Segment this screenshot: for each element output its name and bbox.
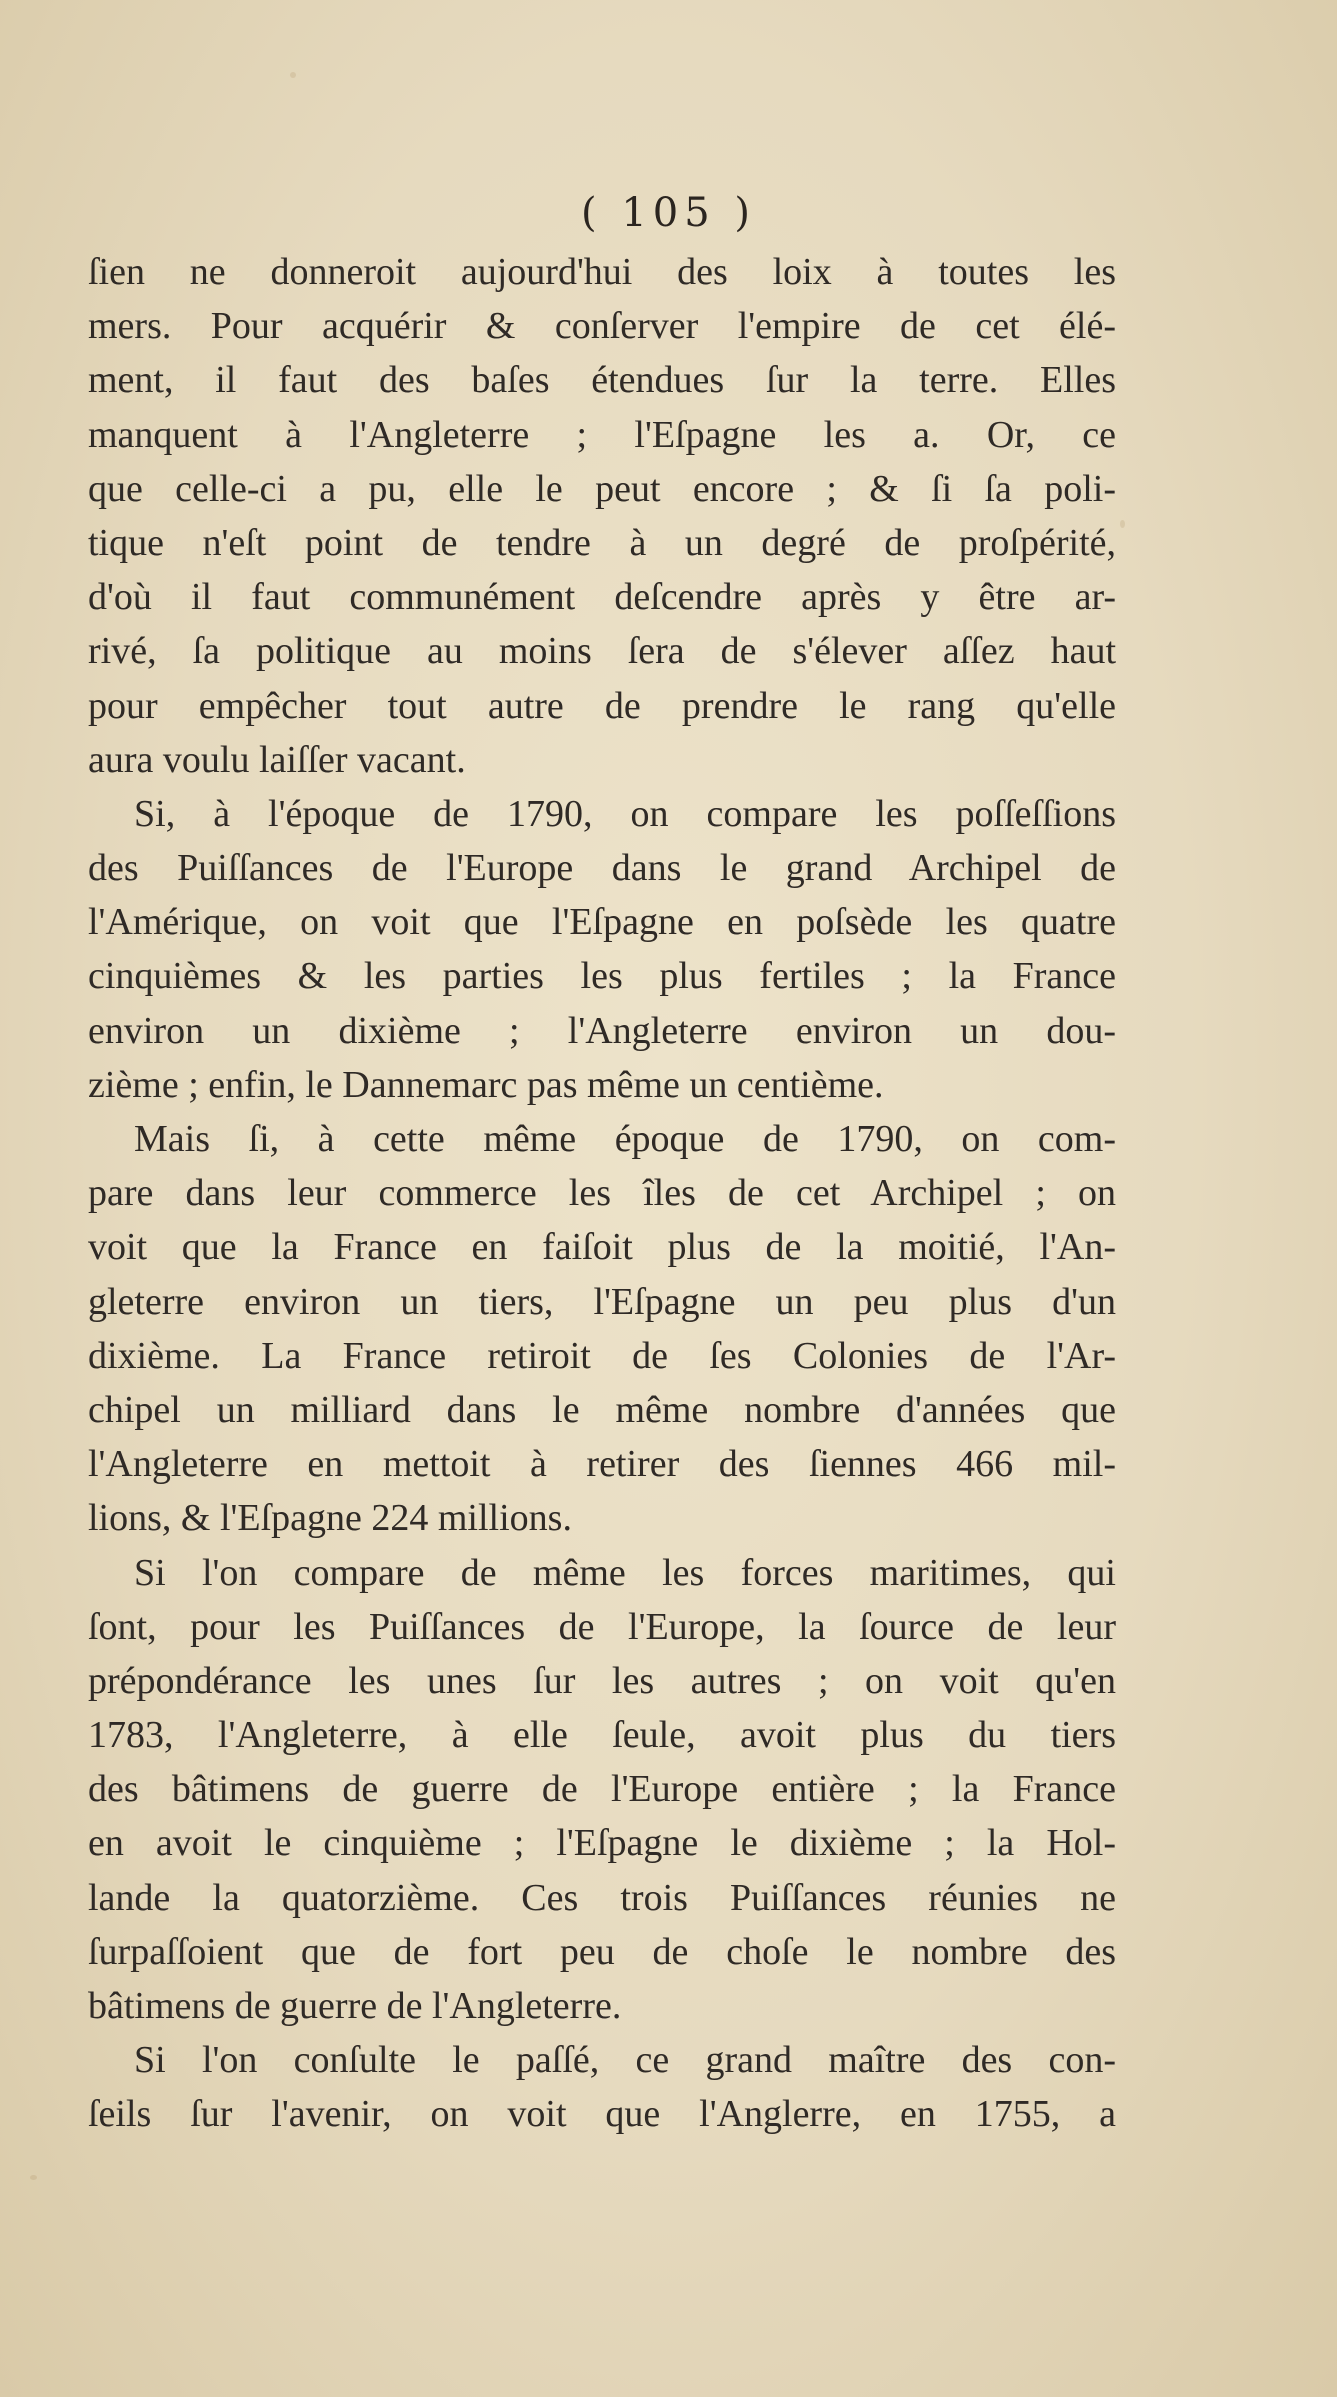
text-line: tique n'eſt point de tendre à un degré de proſpérité, bbox=[88, 521, 1116, 564]
text-line: voit que la France en faiſoit plus de la moitié, l'An- bbox=[88, 1226, 1116, 1269]
text-line: dixième. La France retiroit de ſes Colonies de l'Ar- bbox=[88, 1334, 1116, 1377]
text-line: des bâtimens de guerre de l'Europe entière ; la France bbox=[88, 1768, 1116, 1811]
text-line: l'Angleterre en mettoit à retirer des ſiennes 466 mil- bbox=[88, 1443, 1116, 1486]
text-line: Si l'on compare de même les forces maritimes, qui bbox=[134, 1551, 1116, 1594]
text-line: 1783, l'Angleterre, à elle ſeule, avoit plus du tiers bbox=[88, 1714, 1116, 1757]
text-line: des Puiſſances de l'Europe dans le grand Archipel de bbox=[88, 847, 1116, 890]
text-line: mers. Pour acquérir & conſerver l'empire de cet élé- bbox=[88, 305, 1116, 348]
text-line: zième ; enfin, le Dannemarc pas même un centième. bbox=[88, 1063, 884, 1106]
text-line: en avoit le cinquième ; l'Eſpagne le dixième ; la Hol- bbox=[88, 1822, 1116, 1865]
text-line: Mais ſi, à cette même époque de 1790, on com- bbox=[134, 1118, 1116, 1160]
text-line: Si l'on conſulte le paſſé, ce grand maître des con- bbox=[134, 2039, 1116, 2082]
text-line: ſont, pour les Puiſſances de l'Europe, la ſource de leur bbox=[88, 1605, 1116, 1648]
text-line: pour empêcher tout autre de prendre le rang qu'elle bbox=[88, 684, 1116, 727]
text-line: d'où il faut communément deſcendre après y être ar- bbox=[88, 576, 1116, 619]
text-line: ſurpaſſoient que de fort peu de choſe le nombre des bbox=[88, 1930, 1116, 1973]
page-number: ( 105 ) bbox=[581, 190, 756, 236]
text-line: chipel un milliard dans le même nombre d'années que bbox=[88, 1388, 1116, 1431]
text-line: aura voulu laiſſer vacant. bbox=[88, 738, 466, 781]
text-line: lions, & l'Eſpagne 224 millions. bbox=[88, 1497, 572, 1540]
text-line: ſien ne donneroit aujourd'hui des loix à toutes les bbox=[88, 251, 1116, 293]
text-line: Si, à l'époque de 1790, on compare les poſſeſſions bbox=[134, 792, 1116, 835]
text-line: lande la quatorzième. Ces trois Puiſſances réunies ne bbox=[88, 1876, 1116, 1919]
text-line: ſeils ſur l'avenir, on voit que l'Anglerre, en 1755, a bbox=[88, 2093, 1116, 2136]
paper-spot bbox=[290, 72, 296, 78]
text-line: manquent à l'Angleterre ; l'Eſpagne les a. Or, ce bbox=[88, 413, 1116, 456]
text-line: ment, il faut des baſes étendues ſur la terre. Elles bbox=[88, 359, 1116, 402]
text-line: bâtimens de guerre de l'Angleterre. bbox=[88, 1985, 622, 2027]
text-line: environ un dixième ; l'Angleterre environ un dou- bbox=[88, 1009, 1116, 1052]
text-line: gleterre environ un tiers, l'Eſpagne un peu plus d'un bbox=[88, 1280, 1116, 1323]
text-line: pare dans leur commerce les îles de cet Archipel ; on bbox=[88, 1172, 1116, 1215]
text-line: prépondérance les unes ſur les autres ; on voit qu'en bbox=[88, 1659, 1116, 1702]
body-text bbox=[88, 245, 1116, 2142]
paper-spot bbox=[30, 2175, 37, 2180]
text-line: que celle-ci a pu, elle le peut encore ; & ſi ſa poli- bbox=[88, 467, 1116, 510]
text-line: cinquièmes & les parties les plus fertiles ; la France bbox=[88, 955, 1116, 998]
text-line: rivé, ſa politique au moins ſera de s'élever aſſez haut bbox=[88, 630, 1116, 673]
paper-spot bbox=[1120, 520, 1125, 528]
text-line: l'Amérique, on voit que l'Eſpagne en poſsède les quatre bbox=[88, 901, 1116, 944]
